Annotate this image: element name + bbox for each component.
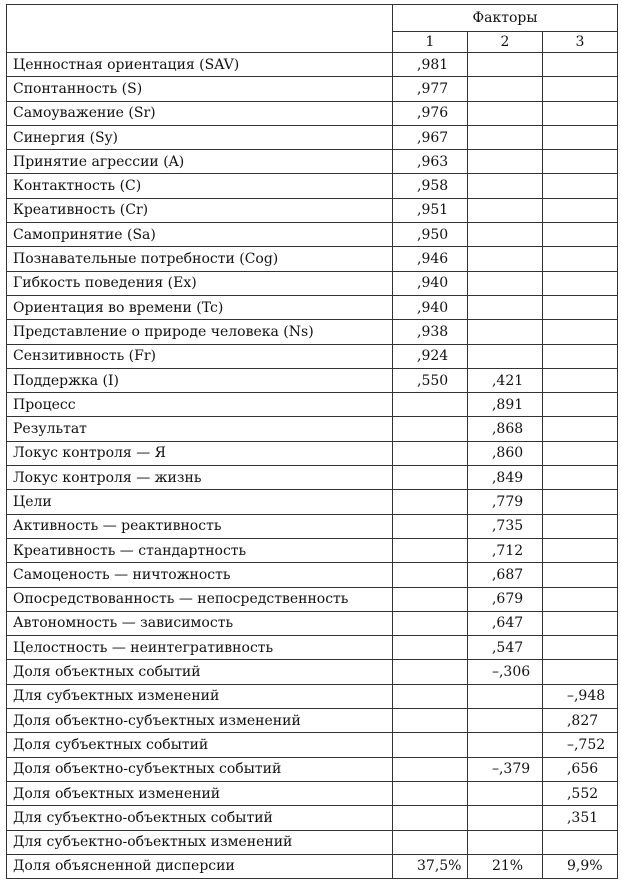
row-label: Представление о природе человека (Ns) [7, 320, 393, 344]
row-label: Синергия (Sy) [7, 125, 393, 149]
row-label: Автономность — зависимость [7, 611, 393, 635]
factor-1-value [393, 441, 468, 465]
table-row [7, 174, 618, 198]
factor-2-value [467, 223, 542, 247]
row-label: Локус контроля — жизнь [7, 466, 393, 490]
row-label: Креативность — стандартность [7, 538, 393, 562]
table-row [7, 806, 618, 830]
factor-number-2: 2 [467, 32, 542, 53]
row-label: Принятие агрессии (A) [7, 150, 393, 174]
factor-1-value: ,940 [393, 295, 468, 319]
factor-2-value: ,868 [467, 417, 542, 441]
factor-1-value: ,958 [393, 174, 468, 198]
factor-1-value: ,981 [393, 53, 468, 77]
factor-3-value [542, 538, 617, 562]
factor-1-value [393, 417, 468, 441]
table-row [7, 344, 618, 368]
factor-2-value: ,779 [467, 490, 542, 514]
factor-1-value: ,963 [393, 150, 468, 174]
factor-3-value: 9,9% [542, 854, 617, 878]
factors-title: Факторы [393, 5, 618, 32]
table-row [7, 295, 618, 319]
factor-2-value [467, 684, 542, 708]
table-row [7, 150, 618, 174]
factor-3-value [542, 393, 617, 417]
factor-2-value: ,891 [467, 393, 542, 417]
factor-2-value [467, 271, 542, 295]
factor-1-value: ,924 [393, 344, 468, 368]
factor-2-value: ,647 [467, 611, 542, 635]
factor-1-value: ,550 [393, 368, 468, 392]
factor-2-value [467, 806, 542, 830]
factor-2-value [467, 320, 542, 344]
table-row [7, 854, 618, 878]
factor-1-value [393, 514, 468, 538]
factor-1-value: ,938 [393, 320, 468, 344]
factor-3-value: ,656 [542, 757, 617, 781]
factor-2-value: 21% [467, 854, 542, 878]
table-row [7, 514, 618, 538]
row-label: Активность — реактивность [7, 514, 393, 538]
row-label: Локус контроля — Я [7, 441, 393, 465]
factor-2-value: ,679 [467, 587, 542, 611]
row-label: Спонтанность (S) [7, 77, 393, 101]
factor-1-value: ,946 [393, 247, 468, 271]
table-row [7, 101, 618, 125]
factor-1-value [393, 781, 468, 805]
factor-1-value [393, 563, 468, 587]
factor-2-value [467, 125, 542, 149]
table-row [7, 830, 618, 854]
row-label: Доля объектных событий [7, 660, 393, 684]
factor-3-value [542, 295, 617, 319]
factor-1-value [393, 636, 468, 660]
factor-1-value: ,976 [393, 101, 468, 125]
table-row [7, 393, 618, 417]
row-label: Доля объектно-субъектных событий [7, 757, 393, 781]
table-row [7, 198, 618, 222]
factor-2-value [467, 344, 542, 368]
factor-3-value [542, 514, 617, 538]
row-label: Доля субъектных событий [7, 733, 393, 757]
factor-1-value: ,940 [393, 271, 468, 295]
table-row [7, 587, 618, 611]
table-row [7, 636, 618, 660]
table-row [7, 781, 618, 805]
factor-2-value: ,712 [467, 538, 542, 562]
row-label: Самоуважение (Sr) [7, 101, 393, 125]
table-row [7, 271, 618, 295]
factor-number-1: 1 [393, 32, 468, 53]
factor-2-value: –,306 [467, 660, 542, 684]
table-row [7, 466, 618, 490]
factor-3-value [542, 587, 617, 611]
factor-1-value [393, 611, 468, 635]
factor-2-value [467, 781, 542, 805]
table-header [7, 5, 618, 53]
factor-3-value: ,552 [542, 781, 617, 805]
factor-3-value [542, 830, 617, 854]
row-label: Целостность — неинтегративность [7, 636, 393, 660]
factor-number-3: 3 [542, 32, 617, 53]
factor-3-value: –,948 [542, 684, 617, 708]
factor-1-value [393, 393, 468, 417]
table-row [7, 125, 618, 149]
factor-1-value [393, 660, 468, 684]
table-row [7, 733, 618, 757]
row-label: Поддержка (I) [7, 368, 393, 392]
factor-2-value [467, 295, 542, 319]
header-corner-cell [7, 5, 393, 53]
factor-1-value [393, 733, 468, 757]
factor-3-value [542, 466, 617, 490]
table-body [7, 53, 618, 879]
factor-3-value [542, 198, 617, 222]
factor-3-value [542, 150, 617, 174]
factor-3-value [542, 174, 617, 198]
factor-1-value [393, 709, 468, 733]
factor-3-value [542, 660, 617, 684]
factor-2-value [467, 247, 542, 271]
factor-loadings-table [6, 4, 618, 879]
factor-1-value [393, 757, 468, 781]
factor-1-value [393, 466, 468, 490]
factor-2-value [467, 101, 542, 125]
table-row [7, 684, 618, 708]
table-row [7, 320, 618, 344]
row-label: Ценностная ориентация (SAV) [7, 53, 393, 77]
table-row [7, 247, 618, 271]
factor-1-value: ,950 [393, 223, 468, 247]
row-label: Гибкость поведения (Ex) [7, 271, 393, 295]
row-label: Ориентация во времени (Tc) [7, 295, 393, 319]
factor-2-value [467, 709, 542, 733]
factor-3-value [542, 611, 617, 635]
row-label: Познавательные потребности (Cog) [7, 247, 393, 271]
table-row [7, 77, 618, 101]
factor-3-value [542, 441, 617, 465]
factor-2-value: ,547 [467, 636, 542, 660]
factor-3-value [542, 77, 617, 101]
factor-2-value [467, 150, 542, 174]
row-label: Результат [7, 417, 393, 441]
table-row [7, 538, 618, 562]
factor-3-value [542, 271, 617, 295]
factor-3-value: ,351 [542, 806, 617, 830]
factor-2-value: ,860 [467, 441, 542, 465]
table-row [7, 223, 618, 247]
factor-2-value [467, 77, 542, 101]
factor-1-value: 37,5% [393, 854, 468, 878]
factor-3-value [542, 490, 617, 514]
header-row-title [7, 5, 618, 32]
row-label: Доля объектно-субъектных изменений [7, 709, 393, 733]
factor-1-value [393, 538, 468, 562]
factor-1-value: ,951 [393, 198, 468, 222]
factor-1-value [393, 806, 468, 830]
factor-2-value: ,735 [467, 514, 542, 538]
factor-1-value: ,967 [393, 125, 468, 149]
factor-3-value [542, 53, 617, 77]
factor-2-value: –,379 [467, 757, 542, 781]
factor-2-value [467, 830, 542, 854]
row-label: Для субъектно-объектных событий [7, 806, 393, 830]
row-label: Доля объясненной дисперсии [7, 854, 393, 878]
table-row [7, 611, 618, 635]
row-label: Сензитивность (Fr) [7, 344, 393, 368]
row-label: Цели [7, 490, 393, 514]
factor-1-value [393, 490, 468, 514]
factor-3-value: –,752 [542, 733, 617, 757]
row-label: Для субъектных изменений [7, 684, 393, 708]
table-row [7, 563, 618, 587]
table-row [7, 709, 618, 733]
row-label: Креативность (Cr) [7, 198, 393, 222]
factor-3-value [542, 563, 617, 587]
factor-2-value [467, 53, 542, 77]
factor-3-value [542, 125, 617, 149]
table-row [7, 660, 618, 684]
table-row [7, 368, 618, 392]
factor-3-value [542, 320, 617, 344]
factor-3-value: ,827 [542, 709, 617, 733]
factor-3-value [542, 247, 617, 271]
factor-2-value: ,687 [467, 563, 542, 587]
factor-2-value [467, 733, 542, 757]
factor-2-value: ,421 [467, 368, 542, 392]
factor-3-value [542, 417, 617, 441]
factor-3-value [542, 636, 617, 660]
row-label: Контактность (C) [7, 174, 393, 198]
row-label: Опосредствованность — непосредственность [7, 587, 393, 611]
factor-1-value: ,977 [393, 77, 468, 101]
row-label: Процесс [7, 393, 393, 417]
factor-2-value [467, 174, 542, 198]
table-row [7, 53, 618, 77]
factor-2-value [467, 198, 542, 222]
table-row [7, 490, 618, 514]
factor-1-value [393, 830, 468, 854]
row-label: Самопринятие (Sa) [7, 223, 393, 247]
factor-3-value [542, 101, 617, 125]
table-row [7, 417, 618, 441]
row-label: Доля объектных изменений [7, 781, 393, 805]
row-label: Самоценость — ничтожность [7, 563, 393, 587]
factor-3-value [542, 368, 617, 392]
factor-3-value [542, 344, 617, 368]
row-label: Для субъектно-объектных изменений [7, 830, 393, 854]
table-row [7, 441, 618, 465]
factor-1-value [393, 587, 468, 611]
factor-3-value [542, 223, 617, 247]
factor-2-value: ,849 [467, 466, 542, 490]
table-row [7, 757, 618, 781]
factor-1-value [393, 684, 468, 708]
